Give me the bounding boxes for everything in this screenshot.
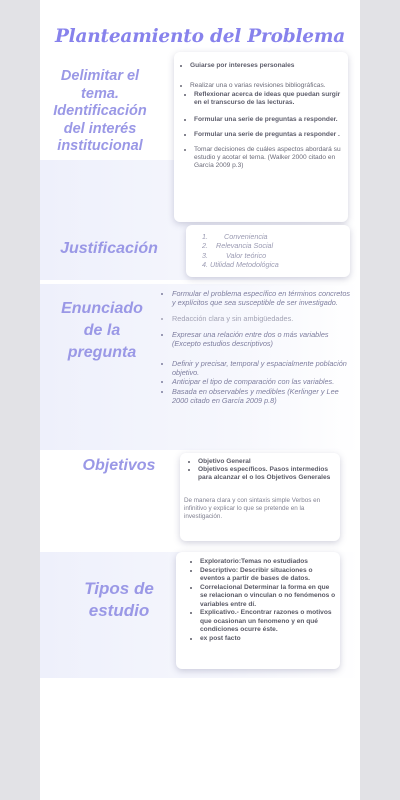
tipos-heading: Tipos de estudio bbox=[84, 579, 154, 620]
list-item: • Tomar decisiones de cuáles aspectos abordará su estudio y acotar el tema. (Walker 2000 citado en García 2009 p.3) bbox=[194, 146, 342, 170]
objetivos-heading: Objetivos bbox=[82, 457, 156, 474]
list-item: • Realizar una o varias revisiones bibliográficas. bbox=[190, 82, 342, 90]
list-item: • Formular una serie de preguntas a responder . bbox=[194, 131, 342, 139]
list-item: • Definir y precisar, temporal y espacialmente población objetivo. bbox=[172, 359, 354, 377]
list-item: • Basada en observables y medibles (Kerlinger y Lee 2000 citado en García 2009 p.8) bbox=[172, 387, 354, 405]
enunciado-heading: Enunciado de la pregunta bbox=[61, 300, 143, 361]
objetivos-list bbox=[188, 458, 334, 483]
list-item: • Formular una serie de preguntas a responder. bbox=[194, 116, 342, 124]
tipos-card bbox=[176, 552, 340, 669]
page-title: Planteamiento del Problema bbox=[54, 26, 346, 47]
list-item: • Objetivo General bbox=[198, 458, 334, 466]
list-item: • Formular el problema específico en términos concretos y explícitos que sea susceptible de ser investigado. bbox=[172, 289, 354, 307]
list-item: 1. Conveniencia bbox=[210, 232, 344, 241]
list-item: • Correlacional Determinar la forma en que se relacionan o vinculan o no fenómenos o variables entre dí. bbox=[200, 584, 336, 610]
delimitar-heading: Delimitar el tema. Identificación del interés institucional bbox=[53, 68, 147, 154]
objetivos-note: De manera clara y con sintaxis simple Verbos en infinitivo y explicar lo que se pretende en la investigación. bbox=[184, 496, 321, 521]
list-item: 2. Relevancia Social bbox=[210, 241, 344, 250]
list-item: • Explicativo.- Encontrar razones o motivos que ocasionan un fenomeno y en qué condiciones ocurre éste. bbox=[200, 609, 336, 635]
tipos-list bbox=[188, 558, 336, 643]
list-item: 4. Utilidad Metodológica bbox=[210, 260, 344, 269]
objetivos-card bbox=[180, 453, 340, 541]
list-item: • Expresar una relación entre dos o más variables (Excepto estudios descriptivos) bbox=[172, 330, 354, 348]
justificacion-card bbox=[186, 225, 350, 277]
list-item: • ex post facto bbox=[200, 635, 336, 644]
list-item: 3. Valor teórico bbox=[210, 251, 344, 260]
justificacion-heading: Justificación bbox=[60, 240, 158, 257]
list-item: • Redacción clara y sin ambigüedades. bbox=[172, 314, 354, 323]
list-item: • Objetivos específicos. Pasos intermedios para alcanzar el o los Objetivos Generales bbox=[198, 466, 334, 482]
enunciado-list bbox=[164, 289, 354, 405]
delimitar-list bbox=[178, 62, 342, 170]
list-item: • Anticipar el tipo de comparación con las variables. bbox=[172, 377, 354, 386]
list-item: • Descriptivo: Describir situaciones o eventos a partir de bases de datos. bbox=[200, 567, 336, 584]
list-item: • Reflexionar acerca de ideas que puedan surgir en el transcurso de las lecturas. bbox=[194, 91, 342, 107]
list-item: • Guiarse por intereses personales bbox=[190, 62, 342, 70]
infographic-page bbox=[40, 0, 360, 800]
delimitar-card bbox=[174, 52, 348, 222]
justificacion-list bbox=[196, 232, 344, 270]
list-item: • Exploratorio:Temas no estudiados bbox=[200, 558, 336, 567]
